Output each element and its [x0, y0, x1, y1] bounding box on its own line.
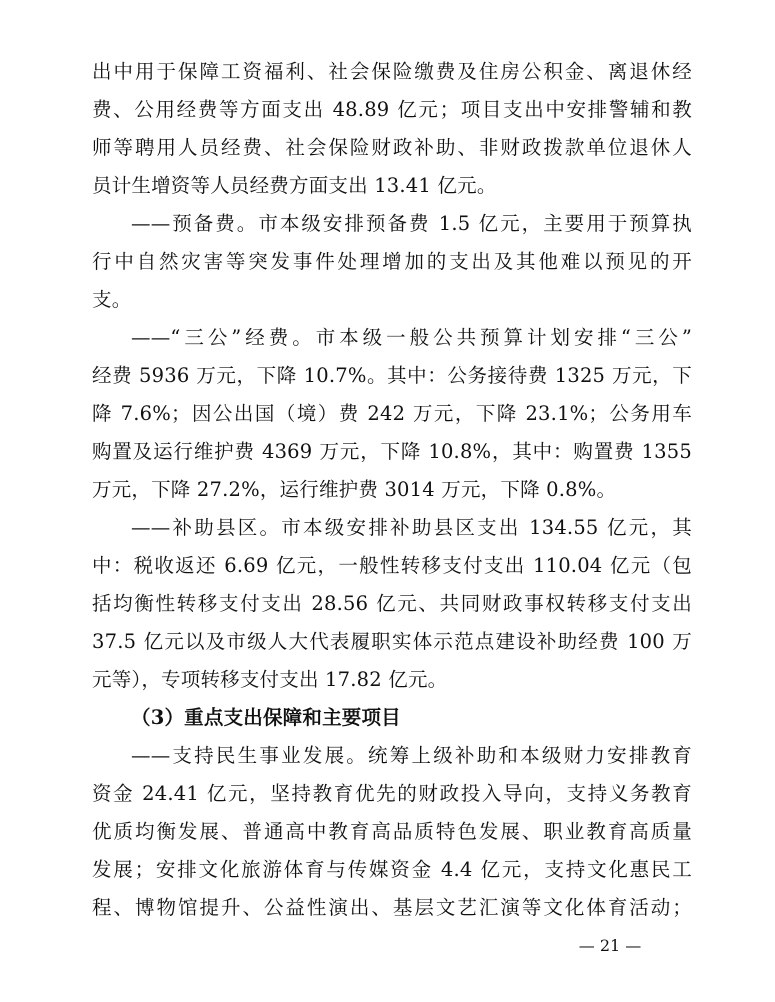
section-heading: （3）重点支出保障和主要项目	[131, 706, 401, 729]
text-line: 发展；安排文化旅游体育与传媒资金 4.4 亿元，支持文化惠民工	[92, 858, 692, 881]
text-line: 万元，下降 27.2%，运行维护费 3014 万元，下降 0.8%。	[92, 478, 617, 501]
text-line: 资金 24.41 亿元，坚持教育优先的财政投入导向，支持义务教育	[92, 782, 692, 805]
text-line: ——预备费。市本级安排预备费 1.5 亿元，主要用于预算执	[131, 212, 692, 235]
text-line: 37.5 亿元以及市级人大代表履职实体示范点建设补助经费 100 万	[92, 630, 692, 653]
text-line: 经费 5936 万元，下降 10.7%。其中：公务接待费 1325 万元，下	[92, 364, 692, 387]
text-line: ——“三公”经费。市本级一般公共预算计划安排“三公”	[131, 326, 692, 349]
text-line: 师等聘用人员经费、社会保险财政补助、非财政拨款单位退休人	[92, 136, 692, 159]
text-line: ——支持民生事业发展。统筹上级补助和本级财力安排教育	[131, 744, 692, 767]
text-line: 元等），专项转移支付支出 17.82 亿元。	[92, 668, 448, 691]
text-line: 优质均衡发展、普通高中教育高品质特色发展、职业教育高质量	[92, 820, 692, 843]
text-line: ——补助县区。市本级安排补助县区支出 134.55 亿元，其	[131, 516, 692, 539]
text-line: 程、博物馆提升、公益性演出、基层文艺汇演等文化体育活动；	[92, 896, 692, 919]
text-line: 中：税收返还 6.69 亿元，一般性转移支付支出 110.04 亿元（包	[92, 554, 692, 577]
text-line: 费、公用经费等方面支出 48.89 亿元；项目支出中安排警辅和教	[92, 98, 692, 121]
text-line: 行中自然灾害等突发事件处理增加的支出及其他难以预见的开	[92, 250, 692, 273]
text-line: 降 7.6%；因公出国（境）费 242 万元，下降 23.1%；公务用车	[92, 402, 692, 425]
text-line: 括均衡性转移支付支出 28.56 亿元、共同财政事权转移支付支出	[92, 592, 692, 615]
text-line: 支。	[92, 288, 132, 311]
page-number: — 21 —	[578, 936, 642, 955]
text-line: 购置及运行维护费 4369 万元，下降 10.8%，其中：购置费 1355	[92, 440, 692, 463]
text-line: 员计生增资等人员经费方面支出 13.41 亿元。	[92, 174, 497, 197]
text-line: 出中用于保障工资福利、社会保险缴费及住房公积金、离退休经	[92, 60, 692, 83]
